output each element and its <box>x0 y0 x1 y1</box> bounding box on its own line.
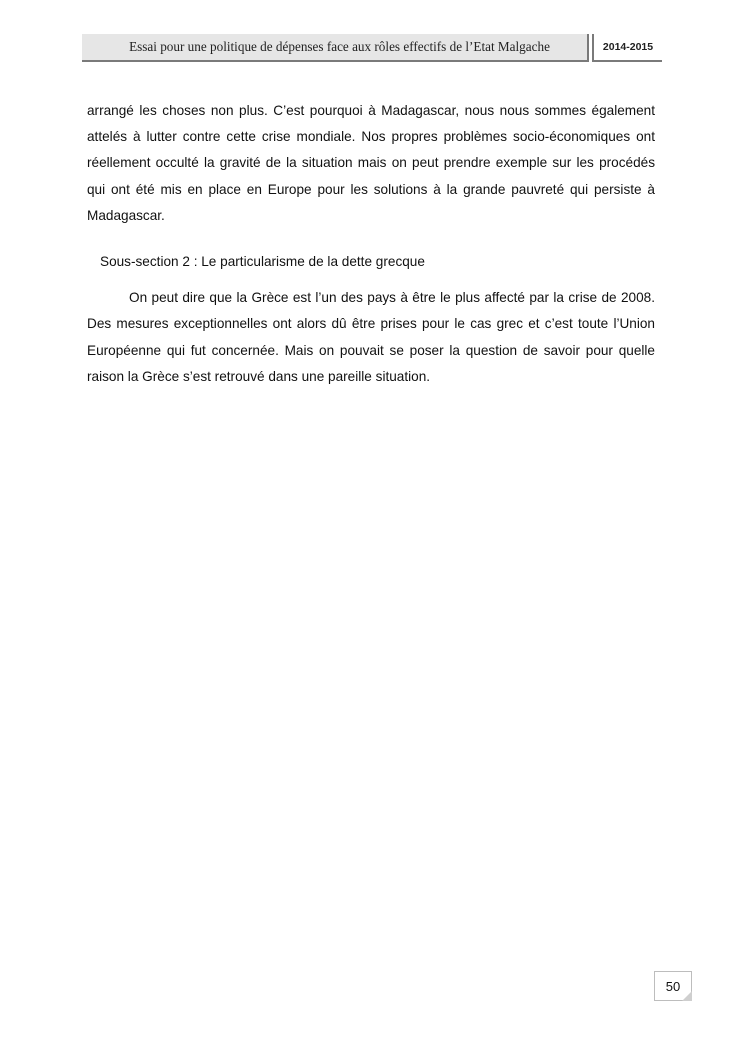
page-fold-icon <box>682 991 692 1001</box>
subsection-heading: Sous-section 2 : Le particularisme de la dette grecque <box>100 254 425 270</box>
body-paragraph: arrangé les choses non plus. C’est pourquoi à Madagascar, nous nous sommes également attelés à lutter contre cette crise mondiale. Nos propres problèmes socio-économiques ont réellement occulté la gravité de la situation mais on peut prendre exemple sur les procédés qui ont été mis en place en Europe pour les solutions à la grande pauvreté qui persiste à Madagascar. <box>87 103 655 223</box>
page-body <box>87 98 655 390</box>
body-paragraph: On peut dire que la Grèce est l’un des pays à être le plus affecté par la crise de 2008. Des mesures exceptionnelles ont alors dû être prises pour le cas grec et c’est toute l’Union Européenne qui fut concernée. Mais on pouvait se poser la question de savoir pour quelle raison la Grèce s’est retrouvé dans une pareille situation. <box>87 290 655 384</box>
page-number-box <box>654 971 692 1001</box>
page-header <box>82 34 662 62</box>
header-title: Essai pour une politique de dépenses face aux rôles effectifs de l’Etat Malgache <box>82 34 589 62</box>
header-year: 2014-2015 <box>592 34 662 62</box>
page-number: 50 <box>665 978 681 994</box>
